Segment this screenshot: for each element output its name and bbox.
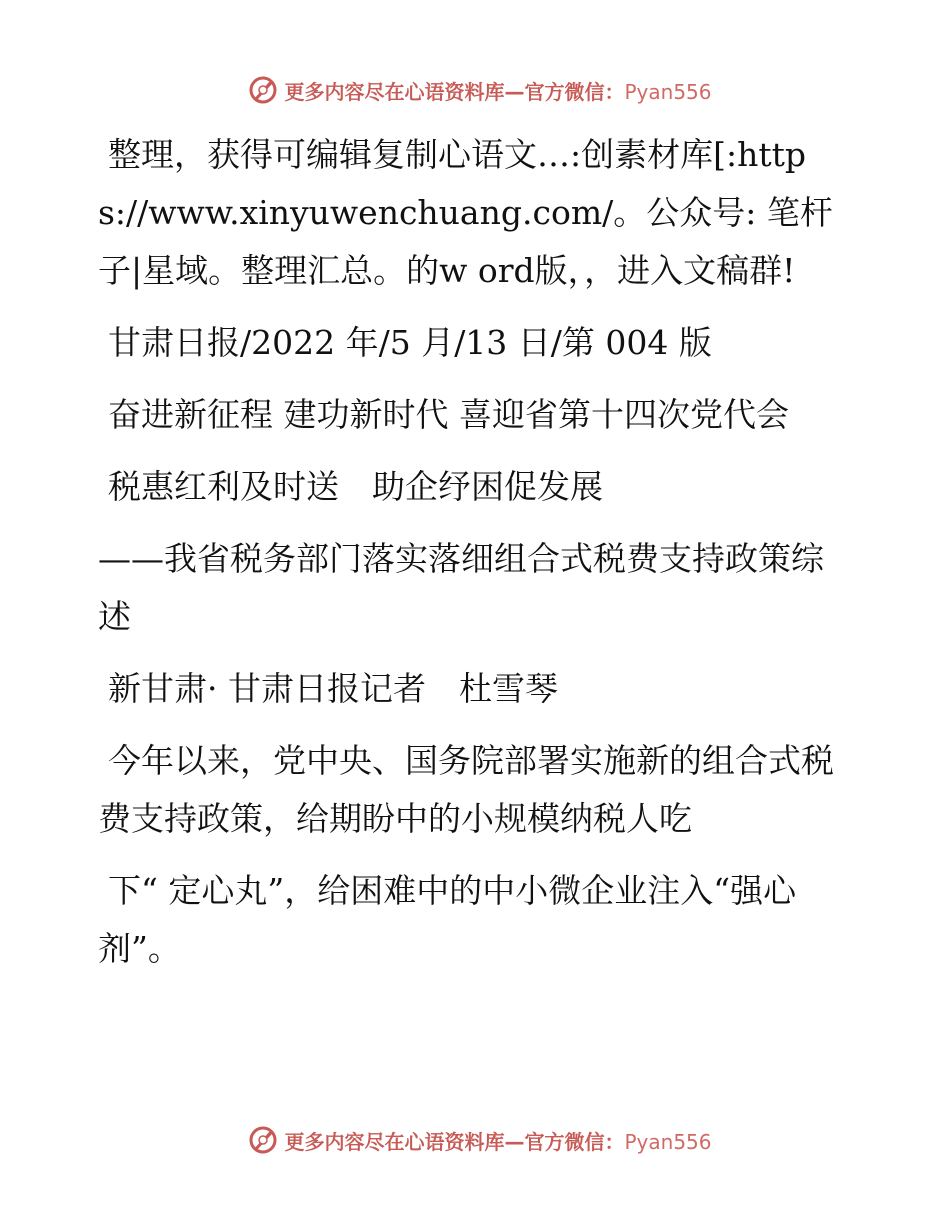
intro-paragraph: 整理，获得可编辑复制心语文…:创素材库[:https://www.xinyuwenchuang.com/。公众号: 笔杆子|星域。整理汇总。的w ord版，，进入文稿群! — [98, 135, 833, 290]
article-subtitle: ——我省税务部门落实落细组合式税费支持政策综述 — [98, 539, 824, 636]
byline: 新甘肃· 甘肃日报记者 杜雪琴 — [108, 669, 558, 708]
quill-logo-icon — [248, 75, 278, 105]
publication-line: 甘肃日报/2022 年/5 月/13 日/第 004 版 — [108, 323, 712, 362]
header-watermark — [0, 70, 950, 110]
watermark-handle: Pyan556 — [624, 1129, 712, 1154]
body-paragraph-1: 今年以来，党中央、国务院部署实施新的组合式税费支持政策，给期盼中的小规模纳税人吃 — [98, 741, 834, 838]
quill-logo-icon — [248, 1125, 278, 1155]
watermark-text — [284, 1126, 711, 1155]
article-body — [98, 126, 838, 992]
watermark-handle: Pyan556 — [624, 79, 712, 104]
watermark-label: 更多内容尽在心语资料库—官方微信： — [284, 1129, 625, 1154]
column-title: 奋进新征程 建功新时代 喜迎省第十四次党代会 — [108, 395, 789, 434]
watermark-label: 更多内容尽在心语资料库—官方微信： — [284, 79, 625, 104]
footer-watermark — [0, 1120, 950, 1160]
watermark-text — [284, 76, 711, 105]
body-paragraph-2: 下“ 定心丸”，给困难中的中小微企业注入“强心剂”。 — [98, 871, 797, 968]
article-headline: 税惠红利及时送 助企纾困促发展 — [108, 467, 603, 506]
